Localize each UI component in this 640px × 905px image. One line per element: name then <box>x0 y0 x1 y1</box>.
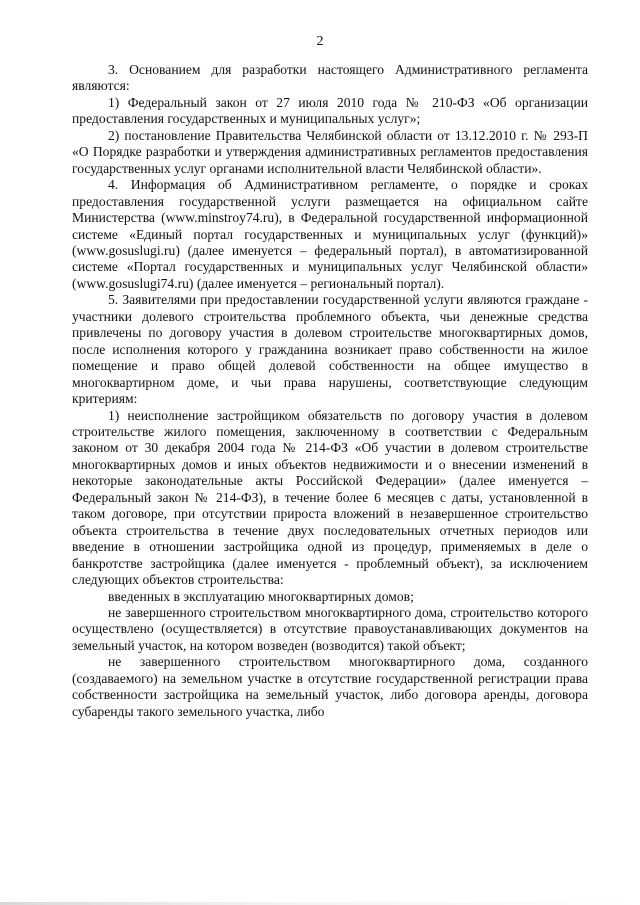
paragraph-resolution-293: 2) постановление Правительства Челябинской области от 13.12.2010 г. № 293-П «О Порядке разработки и утверждения административных регламентов предоставления государственных услуг органами исполнительной власти Челябинской области». <box>72 127 588 176</box>
paragraph-exception-no-registration: не завершенного строительством многоквартирного дома, созданного (создаваемого) на земельном участке в отсутствие государственной регистрации права собственности застройщика на земельный участок, либо договора аренды, договора субаренды такого земельного участка, либо <box>72 654 588 719</box>
paragraph-criterion-1: 1) неисполнение застройщиком обязательств по договору участия в долевом строительстве жилого помещения, заключенному в соответствии с Федеральным законом от 30 декабря 2004 года № 214-ФЗ «Об участии в долевом строительстве многоквартирных домов и иных объектов недвижимости и о внесении изменений в некоторые законодательные акты Российской Федерации» (далее именуется – Федеральный закон № 214-ФЗ), в течение более 6 месяцев с даты, установленной в таком договоре, при отсутствии прироста вложений в незавершенное строительство объекта строительства в течение двух последовательных отчетных периодов или введение в отношении застройщика одной из процедур, применяемых в деле о банкротстве застройщика (далее именуется - проблемный объект), за исключением следующих объектов строительства: <box>72 407 588 588</box>
paragraph-5-applicants: 5. Заявителями при предоставлении государственной услуги являются граждане - участники долевого строительства проблемного объекта, чьи денежные средства привлечены по договору участия в долевом строительстве многоквартирных домов, после исполнения которого у гражданина возникает право собственности на жилое помещение и право общей долевой собственности на общее имущество в многоквартирном доме, и чьи права нарушены, соответствующие следующим критериям: <box>72 292 588 407</box>
paragraph-exception-commissioned: введенных в эксплуатацию многоквартирных домов; <box>108 588 414 604</box>
paragraph-4-information: 4. Информация об Административном регламенте, о порядке и сроках предоставления государственной услуги размещается на официальном сайте Министерства (www.minstroy74.ru), в Федеральной государственной информационной системе «Единый портал государственных и муниципальных услуг (функций)» (www.gosuslugi.ru) (далее именуется – федеральный портал), в автоматизированной системе «Портал государственных и муниципальных услуг Челябинской области» (www.gosuslugi74.ru) (далее именуется – региональный портал). <box>72 177 588 291</box>
page-number: 2 <box>316 34 324 49</box>
paragraph-exception-no-documents: не завершенного строительством многоквартирного дома, строительство которого осуществлено (осуществляется) в отсутствие правоустанавливающих документов на земельный участок, на котором возведен (возводится) такой объект; <box>72 604 588 653</box>
document-body <box>72 62 588 720</box>
paragraph-law-210: 1) Федеральный закон от 27 июля 2010 года № 210-ФЗ «Об организации предоставления государственных и муниципальных услуг»; <box>72 94 588 127</box>
paragraph-3-basis: 3. Основанием для разработки настоящего Административного регламента являются: <box>72 62 588 94</box>
